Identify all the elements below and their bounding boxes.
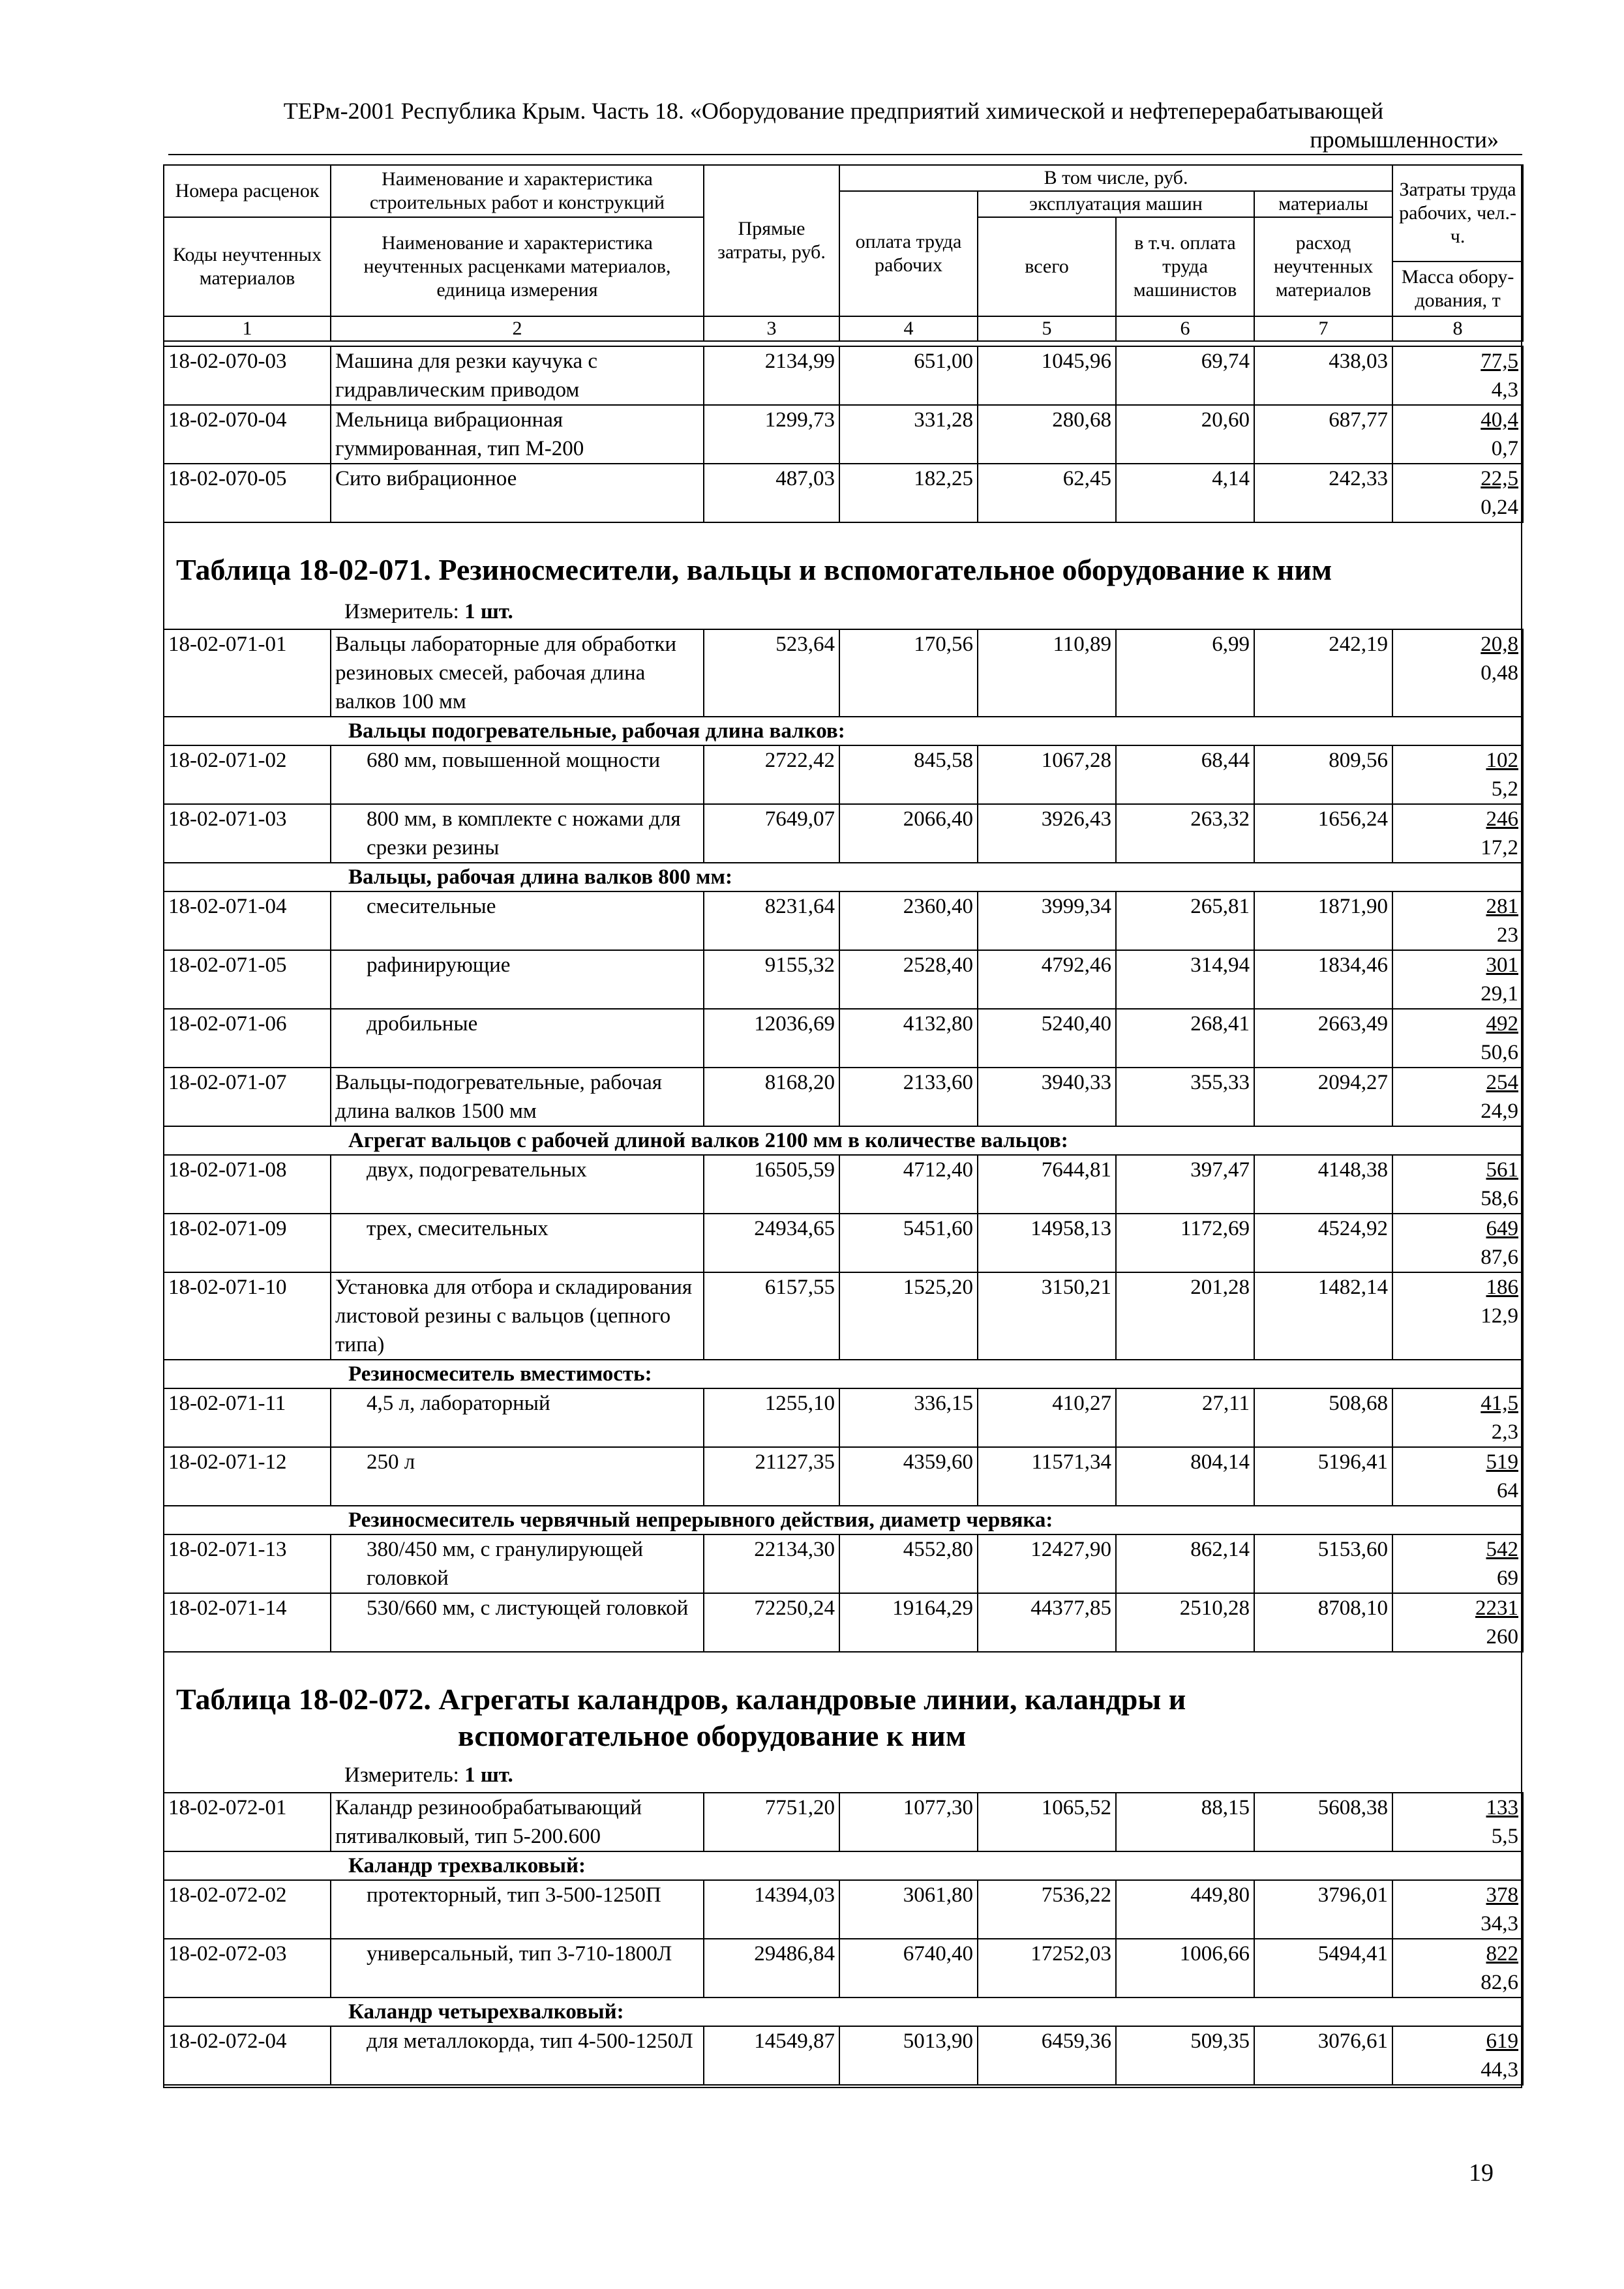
table-row bbox=[164, 346, 1523, 405]
labor-wages: 6740,40 bbox=[839, 1939, 978, 1997]
table-071-title: Таблица 18-02-071. Резиносмесители, вальцы и вспомогательное оборудование к ним bbox=[176, 553, 1332, 586]
materials-costs: 809,56 bbox=[1254, 745, 1392, 804]
group-header: Вальцы подогревательные, рабочая длина валков: bbox=[164, 717, 1523, 745]
work-name: 530/660 мм, с листующей головкой bbox=[331, 1593, 704, 1652]
work-name: универсальный, тип 3-710-1800Л bbox=[331, 1939, 704, 1997]
direct-costs: 14549,87 bbox=[704, 2026, 839, 2085]
labor-and-mass bbox=[1392, 464, 1523, 522]
table-row bbox=[164, 1388, 1523, 1447]
rate-code: 18-02-071-09 bbox=[164, 1214, 331, 1272]
machine-costs: 14958,13 bbox=[978, 1214, 1116, 1272]
group-header: Каландр четырехвалковый: bbox=[164, 1997, 1523, 2026]
operator-wages: 6,99 bbox=[1116, 629, 1254, 717]
materials-costs: 8708,10 bbox=[1254, 1593, 1392, 1652]
table-row bbox=[164, 464, 1523, 522]
col-number: 4 bbox=[839, 316, 978, 341]
machine-costs: 4792,46 bbox=[978, 950, 1116, 1009]
rate-code: 18-02-071-05 bbox=[164, 950, 331, 1009]
rate-code: 18-02-071-06 bbox=[164, 1009, 331, 1068]
labor-wages: 3061,80 bbox=[839, 1880, 978, 1939]
rate-code: 18-02-070-03 bbox=[164, 346, 331, 405]
labor-wages: 182,25 bbox=[839, 464, 978, 522]
labor-and-mass bbox=[1392, 1272, 1523, 1360]
equipment-mass: 69 bbox=[1497, 1566, 1518, 1590]
labor-hours: 822 bbox=[1486, 1942, 1518, 1966]
operator-wages: 88,15 bbox=[1116, 1793, 1254, 1851]
rate-code: 18-02-071-08 bbox=[164, 1155, 331, 1214]
direct-costs: 6157,55 bbox=[704, 1272, 839, 1360]
labor-wages: 336,15 bbox=[839, 1388, 978, 1447]
labor-and-mass bbox=[1392, 1593, 1523, 1652]
work-name: Мельница вибрационная гуммированная, тип М-200 bbox=[331, 405, 704, 464]
group-header: Резиносмеситель червячный непрерывного действия, диаметр червяка: bbox=[164, 1506, 1523, 1534]
rate-code: 18-02-071-14 bbox=[164, 1593, 331, 1652]
direct-costs: 72250,24 bbox=[704, 1593, 839, 1652]
operator-wages: 2510,28 bbox=[1116, 1593, 1254, 1652]
operator-wages: 68,44 bbox=[1116, 745, 1254, 804]
direct-costs: 29486,84 bbox=[704, 1939, 839, 1997]
direct-costs: 2722,42 bbox=[704, 745, 839, 804]
labor-wages: 19164,29 bbox=[839, 1593, 978, 1652]
equipment-mass: 82,6 bbox=[1481, 1971, 1518, 1994]
equipment-mass: 34,3 bbox=[1481, 1912, 1518, 1936]
materials-costs: 242,19 bbox=[1254, 629, 1392, 717]
operator-wages: 509,35 bbox=[1116, 2026, 1254, 2085]
table-071-rows bbox=[163, 629, 1524, 1653]
labor-hours: 492 bbox=[1486, 1012, 1518, 1036]
machine-costs: 44377,85 bbox=[978, 1593, 1116, 1652]
equipment-mass: 0,24 bbox=[1481, 496, 1518, 519]
labor-and-mass bbox=[1392, 950, 1523, 1009]
labor-and-mass bbox=[1392, 405, 1523, 464]
direct-costs: 7649,07 bbox=[704, 804, 839, 863]
materials-costs: 5608,38 bbox=[1254, 1793, 1392, 1851]
direct-costs: 9155,32 bbox=[704, 950, 839, 1009]
rate-code: 18-02-071-12 bbox=[164, 1447, 331, 1506]
materials-costs: 2663,49 bbox=[1254, 1009, 1392, 1068]
materials-costs: 1656,24 bbox=[1254, 804, 1392, 863]
machine-costs: 7644,81 bbox=[978, 1155, 1116, 1214]
group-header-row bbox=[164, 1126, 1523, 1155]
table-row bbox=[164, 1939, 1523, 1997]
table-row bbox=[164, 745, 1523, 804]
materials-costs: 5494,41 bbox=[1254, 1939, 1392, 1997]
direct-costs: 14394,03 bbox=[704, 1880, 839, 1939]
equipment-mass: 5,5 bbox=[1491, 1825, 1518, 1848]
labor-and-mass bbox=[1392, 1939, 1523, 1997]
labor-and-mass bbox=[1392, 1068, 1523, 1126]
labor-hours: 102 bbox=[1486, 749, 1518, 772]
equipment-mass: 5,2 bbox=[1491, 777, 1518, 801]
rate-code: 18-02-071-10 bbox=[164, 1272, 331, 1360]
work-name: Сито вибрационное bbox=[331, 464, 704, 522]
col1-top-header: Номера расценок bbox=[164, 165, 331, 217]
rate-code: 18-02-071-02 bbox=[164, 745, 331, 804]
machine-costs: 6459,36 bbox=[978, 2026, 1116, 2085]
labor-hours: 40,4 bbox=[1481, 408, 1518, 432]
table-072-title-line2: вспомогательное оборудование к ним bbox=[458, 1719, 967, 1752]
labor-hours: 186 bbox=[1486, 1276, 1518, 1299]
labor-wages: 845,58 bbox=[839, 745, 978, 804]
labor-and-mass bbox=[1392, 1009, 1523, 1068]
equipment-mass: 260 bbox=[1486, 1625, 1518, 1649]
labor-hours: 378 bbox=[1486, 1883, 1518, 1907]
machine-costs: 12427,90 bbox=[978, 1534, 1116, 1593]
machine-costs: 5240,40 bbox=[978, 1009, 1116, 1068]
labor-hours: 619 bbox=[1486, 2029, 1518, 2053]
work-name: рафинирующие bbox=[331, 950, 704, 1009]
direct-costs: 22134,30 bbox=[704, 1534, 839, 1593]
operator-wages: 1006,66 bbox=[1116, 1939, 1254, 1997]
equipment-mass: 4,3 bbox=[1491, 378, 1518, 402]
equipment-mass: 44,3 bbox=[1481, 2058, 1518, 2082]
measure-label: Измеритель: bbox=[344, 600, 459, 623]
table-row bbox=[164, 1447, 1523, 1506]
table-row bbox=[164, 891, 1523, 950]
equipment-mass: 2,3 bbox=[1491, 1420, 1518, 1444]
page-header-line2: промышленности» bbox=[1310, 127, 1499, 153]
operator-wages: 355,33 bbox=[1116, 1068, 1254, 1126]
labor-hours: 519 bbox=[1486, 1450, 1518, 1474]
col2-bottom-header: Наименование и характеристика неучтенных расценками материалов, единица измерения bbox=[331, 217, 704, 316]
table-row bbox=[164, 629, 1523, 717]
page-number: 19 bbox=[1469, 2159, 1494, 2187]
table-072-title bbox=[176, 1681, 1350, 1754]
equipment-mass: 23 bbox=[1497, 923, 1518, 947]
col1-bottom-header: Коды неучтенных материалов bbox=[164, 217, 331, 316]
equipment-mass: 0,7 bbox=[1491, 437, 1518, 460]
group-header: Агрегат вальцов с рабочей длиной валков 2100 мм в количестве вальцов: bbox=[164, 1126, 1523, 1155]
labor-wages: 4132,80 bbox=[839, 1009, 978, 1068]
operator-wages: 201,28 bbox=[1116, 1272, 1254, 1360]
materials-costs: 242,33 bbox=[1254, 464, 1392, 522]
labor-hours: 301 bbox=[1486, 953, 1518, 977]
group-materials-header: материалы bbox=[1254, 191, 1392, 217]
work-name: Каландр резинообрабатывающий пятивалковый, тип 5-200.600 bbox=[331, 1793, 704, 1851]
labor-wages: 4359,60 bbox=[839, 1447, 978, 1506]
col8-bottom-header: Масса обору-дования, т bbox=[1392, 262, 1523, 316]
measure-value: 1 шт. bbox=[464, 1763, 513, 1787]
col-number: 7 bbox=[1254, 316, 1392, 341]
group-header: Вальцы, рабочая длина валков 800 мм: bbox=[164, 863, 1523, 891]
labor-wages: 5013,90 bbox=[839, 2026, 978, 2085]
table-row bbox=[164, 950, 1523, 1009]
equipment-mass: 0,48 bbox=[1481, 661, 1518, 685]
labor-wages: 4552,80 bbox=[839, 1534, 978, 1593]
rate-code: 18-02-070-05 bbox=[164, 464, 331, 522]
operator-wages: 27,11 bbox=[1116, 1388, 1254, 1447]
machine-costs: 1065,52 bbox=[978, 1793, 1116, 1851]
materials-costs: 1834,46 bbox=[1254, 950, 1392, 1009]
labor-hours: 77,5 bbox=[1481, 350, 1518, 373]
rate-code: 18-02-071-11 bbox=[164, 1388, 331, 1447]
labor-and-mass bbox=[1392, 745, 1523, 804]
table-row bbox=[164, 804, 1523, 863]
table-row bbox=[164, 1880, 1523, 1939]
labor-and-mass bbox=[1392, 1534, 1523, 1593]
labor-hours: 254 bbox=[1486, 1071, 1518, 1094]
group-header-row bbox=[164, 1851, 1523, 1880]
measure-value: 1 шт. bbox=[464, 600, 513, 623]
work-name: Установка для отбора и складирования листовой резины с вальцов (цепного типа) bbox=[331, 1272, 704, 1360]
work-name: смесительные bbox=[331, 891, 704, 950]
labor-wages: 2066,40 bbox=[839, 804, 978, 863]
labor-wages: 2360,40 bbox=[839, 891, 978, 950]
labor-wages: 1525,20 bbox=[839, 1272, 978, 1360]
group-header-row bbox=[164, 1360, 1523, 1388]
materials-costs: 2094,27 bbox=[1254, 1068, 1392, 1126]
operator-wages: 449,80 bbox=[1116, 1880, 1254, 1939]
equipment-mass: 24,9 bbox=[1481, 1100, 1518, 1123]
materials-costs: 3076,61 bbox=[1254, 2026, 1392, 2085]
work-name: трех, смесительных bbox=[331, 1214, 704, 1272]
page-header bbox=[168, 97, 1499, 154]
labor-wages: 2133,60 bbox=[839, 1068, 978, 1126]
measure-label: Измеритель: bbox=[344, 1763, 459, 1787]
operator-wages: 4,14 bbox=[1116, 464, 1254, 522]
labor-wages: 4712,40 bbox=[839, 1155, 978, 1214]
group-header-row bbox=[164, 717, 1523, 745]
machine-costs: 11571,34 bbox=[978, 1447, 1116, 1506]
table-row bbox=[164, 405, 1523, 464]
machine-costs: 62,45 bbox=[978, 464, 1116, 522]
labor-and-mass bbox=[1392, 1880, 1523, 1939]
col2-top-header: Наименование и характеристика строительных работ и конструкций bbox=[331, 165, 704, 217]
machine-costs: 3150,21 bbox=[978, 1272, 1116, 1360]
materials-costs: 687,77 bbox=[1254, 405, 1392, 464]
work-name: Вальцы-подогревательные, рабочая длина валков 1500 мм bbox=[331, 1068, 704, 1126]
operator-wages: 804,14 bbox=[1116, 1447, 1254, 1506]
materials-costs: 508,68 bbox=[1254, 1388, 1392, 1447]
work-name: Машина для резки каучука с гидравлическим приводом bbox=[331, 346, 704, 405]
operator-wages: 69,74 bbox=[1116, 346, 1254, 405]
group-header-row bbox=[164, 1506, 1523, 1534]
direct-costs: 7751,20 bbox=[704, 1793, 839, 1851]
equipment-mass: 50,6 bbox=[1481, 1041, 1518, 1064]
direct-costs: 523,64 bbox=[704, 629, 839, 717]
machine-costs: 1067,28 bbox=[978, 745, 1116, 804]
direct-costs: 12036,69 bbox=[704, 1009, 839, 1068]
materials-costs: 5153,60 bbox=[1254, 1534, 1392, 1593]
labor-wages: 331,28 bbox=[839, 405, 978, 464]
col8-top-header: Затраты труда рабочих, чел.-ч. bbox=[1392, 165, 1523, 262]
group-header-row bbox=[164, 863, 1523, 891]
group-header-row bbox=[164, 1997, 1523, 2026]
group-incl-header: В том числе, руб. bbox=[839, 165, 1392, 191]
work-name: двух, подогревательных bbox=[331, 1155, 704, 1214]
col3-header: Прямые затраты, руб. bbox=[704, 165, 839, 316]
work-name: 680 мм, повышенной мощности bbox=[331, 745, 704, 804]
page-header-line1: ТЕРм-2001 Республика Крым. Часть 18. «Оборудование предприятий химической и нефтеперерабатывающей bbox=[283, 98, 1384, 124]
materials-costs: 438,03 bbox=[1254, 346, 1392, 405]
table-row bbox=[164, 1214, 1523, 1272]
labor-hours: 133 bbox=[1486, 1796, 1518, 1819]
equipment-mass: 64 bbox=[1497, 1479, 1518, 1503]
equipment-mass: 58,6 bbox=[1481, 1187, 1518, 1210]
direct-costs: 8168,20 bbox=[704, 1068, 839, 1126]
group-header: Резиносмеситель вместимость: bbox=[164, 1360, 1523, 1388]
machine-costs: 410,27 bbox=[978, 1388, 1116, 1447]
labor-and-mass bbox=[1392, 1447, 1523, 1506]
work-name: Вальцы лабораторные для обработки резиновых смесей, рабочая длина валков 100 мм bbox=[331, 629, 704, 717]
labor-and-mass bbox=[1392, 804, 1523, 863]
labor-and-mass bbox=[1392, 2026, 1523, 2085]
machine-costs: 110,89 bbox=[978, 629, 1116, 717]
table-row bbox=[164, 1272, 1523, 1360]
labor-wages: 2528,40 bbox=[839, 950, 978, 1009]
machine-costs: 280,68 bbox=[978, 405, 1116, 464]
machine-costs: 17252,03 bbox=[978, 1939, 1116, 1997]
rate-code: 18-02-071-01 bbox=[164, 629, 331, 717]
labor-hours: 281 bbox=[1486, 895, 1518, 918]
table-row bbox=[164, 1009, 1523, 1068]
rate-code: 18-02-072-03 bbox=[164, 1939, 331, 1997]
col5-header: всего bbox=[978, 217, 1116, 316]
col-number: 6 bbox=[1116, 316, 1254, 341]
direct-costs: 21127,35 bbox=[704, 1447, 839, 1506]
work-name: протекторный, тип 3-500-1250П bbox=[331, 1880, 704, 1939]
group-header: Каландр трехвалковый: bbox=[164, 1851, 1523, 1880]
table-072-rows bbox=[163, 1792, 1524, 2086]
operator-wages: 265,81 bbox=[1116, 891, 1254, 950]
labor-hours: 2231 bbox=[1475, 1596, 1518, 1620]
rate-code: 18-02-072-04 bbox=[164, 2026, 331, 2085]
operator-wages: 20,60 bbox=[1116, 405, 1254, 464]
labor-and-mass bbox=[1392, 891, 1523, 950]
equipment-mass: 12,9 bbox=[1481, 1304, 1518, 1328]
work-name: 800 мм, в комплекте с ножами для срезки резины bbox=[331, 804, 704, 863]
machine-costs: 3940,33 bbox=[978, 1068, 1116, 1126]
table-row bbox=[164, 2026, 1523, 2085]
rate-code: 18-02-072-01 bbox=[164, 1793, 331, 1851]
labor-and-mass bbox=[1392, 1155, 1523, 1214]
materials-costs: 1871,90 bbox=[1254, 891, 1392, 950]
col-number: 2 bbox=[331, 316, 704, 341]
rate-code: 18-02-070-04 bbox=[164, 405, 331, 464]
rate-code: 18-02-071-07 bbox=[164, 1068, 331, 1126]
operator-wages: 397,47 bbox=[1116, 1155, 1254, 1214]
labor-and-mass bbox=[1392, 1388, 1523, 1447]
col-number: 1 bbox=[164, 316, 331, 341]
direct-costs: 1255,10 bbox=[704, 1388, 839, 1447]
labor-and-mass bbox=[1392, 346, 1523, 405]
col-number: 5 bbox=[978, 316, 1116, 341]
direct-costs: 8231,64 bbox=[704, 891, 839, 950]
materials-costs: 5196,41 bbox=[1254, 1447, 1392, 1506]
direct-costs: 24934,65 bbox=[704, 1214, 839, 1272]
direct-costs: 1299,73 bbox=[704, 405, 839, 464]
work-name: 4,5 л, лабораторный bbox=[331, 1388, 704, 1447]
labor-hours: 246 bbox=[1486, 807, 1518, 831]
labor-and-mass bbox=[1392, 629, 1523, 717]
work-name: для металлокорда, тип 4-500-1250Л bbox=[331, 2026, 704, 2085]
table-row bbox=[164, 1593, 1523, 1652]
rate-code: 18-02-071-03 bbox=[164, 804, 331, 863]
machine-costs: 3999,34 bbox=[978, 891, 1116, 950]
machine-costs: 3926,43 bbox=[978, 804, 1116, 863]
equipment-mass: 17,2 bbox=[1481, 836, 1518, 860]
table-row bbox=[164, 1155, 1523, 1214]
operator-wages: 862,14 bbox=[1116, 1534, 1254, 1593]
col7-header: расход неучтенных материалов bbox=[1254, 217, 1392, 316]
labor-wages: 5451,60 bbox=[839, 1214, 978, 1272]
column-header-table bbox=[163, 164, 1524, 342]
materials-costs: 4524,92 bbox=[1254, 1214, 1392, 1272]
materials-costs: 1482,14 bbox=[1254, 1272, 1392, 1360]
operator-wages: 263,32 bbox=[1116, 804, 1254, 863]
direct-costs: 487,03 bbox=[704, 464, 839, 522]
operator-wages: 314,94 bbox=[1116, 950, 1254, 1009]
labor-and-mass bbox=[1392, 1214, 1523, 1272]
col-number: 8 bbox=[1392, 316, 1523, 341]
machine-costs: 7536,22 bbox=[978, 1880, 1116, 1939]
equipment-mass: 87,6 bbox=[1481, 1246, 1518, 1269]
table-071-measure bbox=[344, 600, 513, 624]
col4-header: оплата труда рабочих bbox=[839, 191, 978, 316]
operator-wages: 268,41 bbox=[1116, 1009, 1254, 1068]
labor-and-mass bbox=[1392, 1793, 1523, 1851]
labor-hours: 22,5 bbox=[1481, 467, 1518, 490]
labor-hours: 649 bbox=[1486, 1217, 1518, 1240]
group-machines-header: эксплуатация машин bbox=[978, 191, 1254, 217]
rate-code: 18-02-071-13 bbox=[164, 1534, 331, 1593]
materials-costs: 3796,01 bbox=[1254, 1880, 1392, 1939]
table-070-rows bbox=[163, 346, 1524, 523]
rate-code: 18-02-072-02 bbox=[164, 1880, 331, 1939]
labor-hours: 542 bbox=[1486, 1538, 1518, 1561]
col6-header: в т.ч. оплата труда машинистов bbox=[1116, 217, 1254, 316]
labor-wages: 170,56 bbox=[839, 629, 978, 717]
labor-hours: 41,5 bbox=[1481, 1392, 1518, 1415]
work-name: 380/450 мм, с гранулирующей головкой bbox=[331, 1534, 704, 1593]
work-name: дробильные bbox=[331, 1009, 704, 1068]
direct-costs: 2134,99 bbox=[704, 346, 839, 405]
col-number: 3 bbox=[704, 316, 839, 341]
labor-hours: 20,8 bbox=[1481, 633, 1518, 656]
direct-costs: 16505,59 bbox=[704, 1155, 839, 1214]
labor-hours: 561 bbox=[1486, 1158, 1518, 1182]
table-row bbox=[164, 1068, 1523, 1126]
equipment-mass: 29,1 bbox=[1481, 982, 1518, 1006]
header-rule bbox=[168, 154, 1522, 155]
work-name: 250 л bbox=[331, 1447, 704, 1506]
rate-code: 18-02-071-04 bbox=[164, 891, 331, 950]
labor-wages: 1077,30 bbox=[839, 1793, 978, 1851]
labor-wages: 651,00 bbox=[839, 346, 978, 405]
table-row bbox=[164, 1793, 1523, 1851]
materials-costs: 4148,38 bbox=[1254, 1155, 1392, 1214]
machine-costs: 1045,96 bbox=[978, 346, 1116, 405]
table-072-measure bbox=[344, 1763, 513, 1788]
table-row bbox=[164, 1534, 1523, 1593]
table-072-title-line1: Таблица 18-02-072. Агрегаты каландров, каландровые линии, каландры и bbox=[176, 1683, 1186, 1716]
operator-wages: 1172,69 bbox=[1116, 1214, 1254, 1272]
